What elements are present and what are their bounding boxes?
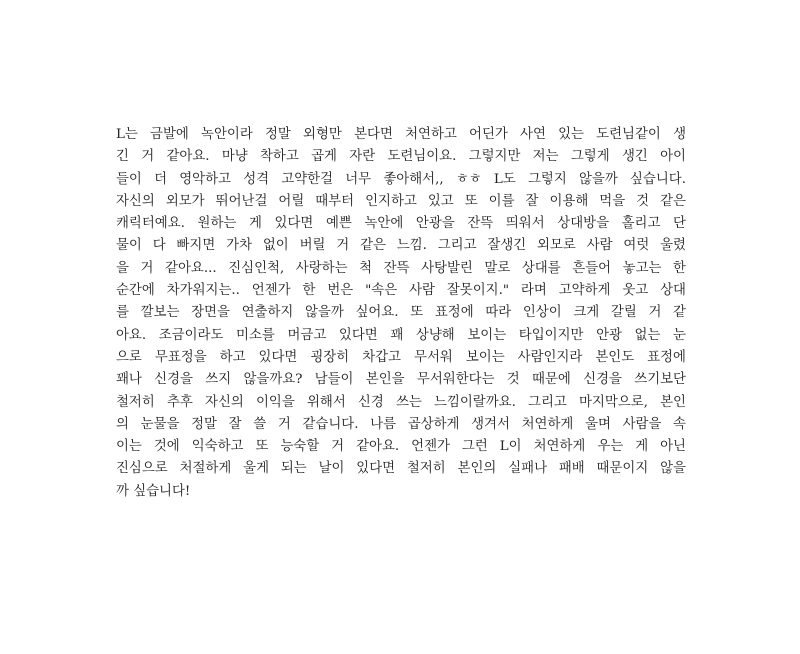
text-line-12: 꽤나 신경을 쓰지 않을까요? 남들이 본인을 무서워한다는 것 때문에 신경을 쓰기보단 [116, 372, 686, 388]
text-line-15: 이는 것에 익숙하고 또 능숙할 거 같아요. 언젠가 그런 L이 처연하게 우는 게 아닌 [116, 439, 686, 455]
text-line-2: 긴 거 같아요. 마냥 착하고 곱게 자란 도련님이요. 그렇지만 저는 그렇게 생긴 아이 [116, 149, 686, 165]
text-line-14: 의 눈물을 정말 잘 쓸 거 같습니다. 나름 곱상하게 생겨서 처연하게 울며 사람을 속 [116, 416, 686, 432]
text-line-1: L는 금발에 녹안이라 정말 외형만 본다면 처연하고 어딘가 사연 있는 도련님같이 생 [116, 127, 686, 142]
text-line-7: 을 거 같아요... 진심인척, 사랑하는 척 잔뜩 사탕발린 말로 상대를 흔들어 놓고는 한 [116, 260, 686, 276]
text-line-4: 자신의 외모가 뛰어난걸 어릴 때부터 인지하고 있고 또 이를 잘 이용해 먹을 것 같은 [116, 193, 686, 209]
text-line-6: 물이 다 빠지면 가차 없이 버릴 거 같은 느낌. 그리고 잘생긴 외모로 사람 여럿 울렸 [116, 238, 686, 254]
text-line-16: 진심으로 처절하게 울게 되는 날이 있다면 철저히 본인의 실패나 패배 때문이지 않을 [116, 461, 686, 477]
text-line-17: 까 싶습니다! [116, 483, 191, 499]
text-line-5: 캐릭터예요. 원하는 게 있다면 예쁜 녹안에 안광을 잔뜩 띄워서 상대방을 홀리고 단 [116, 216, 686, 232]
text-line-10: 아요. 조금이라도 미소를 머금고 있다면 꽤 상냥해 보이는 타입이지만 안광 없는 눈 [116, 327, 686, 343]
text-line-11: 으로 무표정을 하고 있다면 굉장히 차갑고 무서워 보이는 사람인지라 본인도 표정에 [116, 349, 686, 365]
document-body [116, 124, 686, 503]
text-line-9: 를 깔보는 장면을 연출하지 않을까 싶어요. 또 표정에 따라 인상이 크게 갈릴 거 같 [116, 305, 686, 321]
text-line-8: 순간에 차가워지는.. 언젠가 한 번은 "속은 사람 잘못이지." 라며 고약하게 웃고 상대 [116, 283, 686, 299]
text-line-13: 철저히 추후 자신의 이익을 위해서 신경 쓰는 느낌이랄까요. 그리고 마지막으로, 본인 [116, 394, 686, 410]
text-line-3: 들이 더 영악하고 성격 고약한걸 너무 좋아해서,, ㅎㅎ L도 그렇지 않을까 싶습니다. [116, 171, 686, 187]
